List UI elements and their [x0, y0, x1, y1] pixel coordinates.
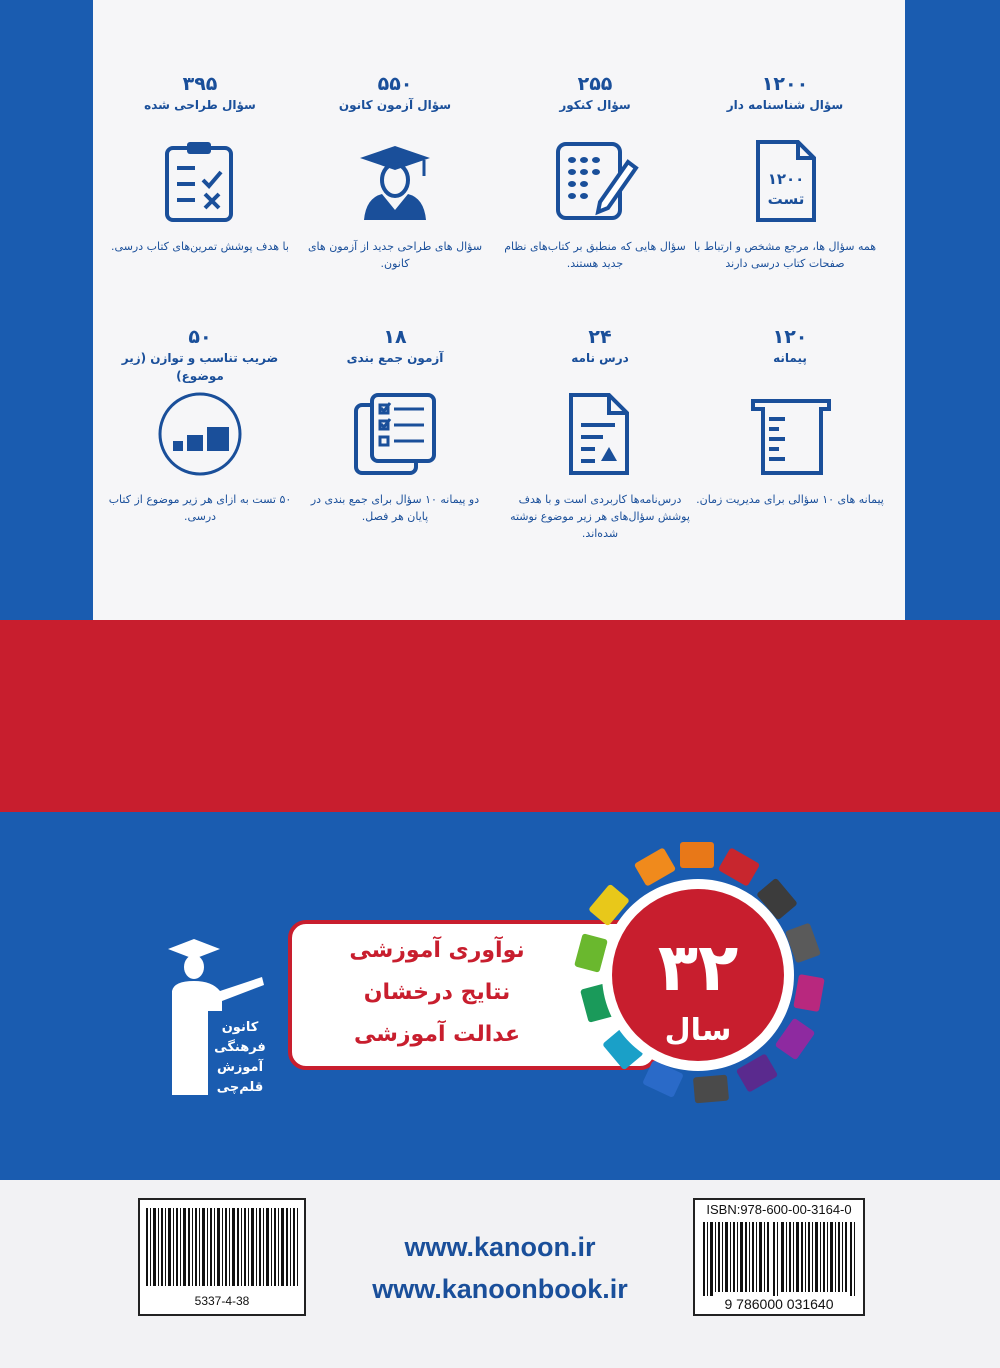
- barcode-bars-icon: [140, 1204, 304, 1290]
- feature-description: درس‌نامه‌ها کاربردی است و با هدف پوشش سؤال‌های هر زیر موضوع نوشته شده‌اند.: [510, 493, 690, 540]
- feature-description: سؤال هایی که منطبق بر کتاب‌های نظام جدید هستند.: [504, 240, 686, 270]
- feature-description: ۵۰ تست به ازای هر زیر موضوع از کتاب درسی.: [108, 493, 292, 523]
- icon-word: تست: [767, 190, 805, 208]
- feature-title: سؤال کنکور: [559, 98, 631, 112]
- feature-description: همه سؤال ها، مرجع مشخص و ارتباط با صفحات کتاب درسی دارند: [693, 240, 877, 270]
- url-kanoonbook[interactable]: www.kanoonbook.ir: [372, 1274, 628, 1304]
- logo-text-1: کانون: [221, 1020, 259, 1035]
- feature-summary-tests: [300, 325, 490, 525]
- kanoon-logo: [160, 915, 270, 1095]
- stacked-checklist-icon: [350, 389, 440, 479]
- red-band: [0, 620, 1000, 812]
- logo-text-2: فرهنگی: [214, 1040, 266, 1055]
- barcode-left: [138, 1198, 306, 1316]
- feature-number: ۳۹۵: [182, 73, 218, 95]
- feature-title: آزمون جمع بندی: [346, 351, 444, 365]
- feature-kanoon-questions: [300, 72, 490, 272]
- feature-1200-questions: [690, 72, 880, 272]
- barcode-bars-icon: [695, 1220, 863, 1298]
- clipboard-checklist-icon: [155, 136, 245, 226]
- feature-title: ضریب تناسب و توازن (زیر موضوع): [121, 351, 279, 383]
- logo-text-3: آموزش: [216, 1060, 264, 1075]
- feature-title: سؤال طراحی شده: [144, 98, 256, 112]
- feature-title: پیمانه: [773, 351, 807, 365]
- feature-designed-questions: [105, 72, 295, 255]
- graduate-icon: [350, 136, 440, 226]
- url-kanoon[interactable]: www.kanoon.ir: [404, 1232, 596, 1262]
- feature-title: درس نامه: [571, 351, 629, 365]
- feature-konkur-questions: [500, 72, 690, 272]
- barcode-right-number: 9 786000 031640: [724, 1296, 834, 1312]
- feature-title: سؤال شناسنامه دار: [726, 98, 844, 112]
- answer-sheet-pen-icon: [550, 136, 640, 226]
- barcode-right: [693, 1198, 865, 1316]
- feature-description: پیمانه های ۱۰ سؤالی برای مدیریت زمان.: [696, 493, 884, 506]
- feature-number: ۲۴: [588, 326, 612, 348]
- icon-number: ۱۲۰۰: [767, 170, 805, 188]
- measuring-cup-icon: [745, 389, 835, 479]
- years-number: ۳۲: [657, 929, 739, 1006]
- feature-number: ۲۵۵: [577, 73, 613, 95]
- isbn-label: ISBN:978-600-00-3164-0: [706, 1202, 852, 1217]
- feature-number: ۵۰: [188, 326, 212, 348]
- feature-description: دو پیمانه ۱۰ سؤال برای جمع بندی در پایان هر فصل.: [310, 493, 480, 523]
- promo-line-2: نتایج درخشان: [363, 980, 511, 1005]
- bar-circle-icon: [155, 389, 245, 479]
- logo-text-4: قلم‌چی: [216, 1080, 264, 1095]
- feature-darsnameh: [505, 325, 695, 542]
- years-emblem: [560, 840, 830, 1110]
- feature-description: با هدف پوشش تمرین‌های کتاب درسی.: [111, 240, 289, 253]
- feature-number: ۱۸: [383, 326, 407, 348]
- promo-line-1: نوآوری آموزشی: [349, 938, 525, 963]
- feature-peymaneh: [695, 325, 885, 508]
- document-1200-icon: [740, 136, 830, 226]
- feature-description: سؤال های طراحی جدید از آزمون های کانون.: [307, 240, 483, 270]
- barcode-left-number: 5337-4-38: [194, 1294, 250, 1308]
- years-word: سال: [664, 1013, 732, 1048]
- feature-title: سؤال آزمون کانون: [338, 98, 452, 112]
- feature-number: ۵۵۰: [377, 73, 413, 95]
- feature-number: ۱۲۰۰: [761, 73, 809, 95]
- feature-number: ۱۲۰: [772, 326, 808, 348]
- feature-balance-coefficient: [105, 325, 295, 525]
- lesson-document-icon: [555, 389, 645, 479]
- promo-line-3: عدالت آموزشی: [354, 1022, 520, 1047]
